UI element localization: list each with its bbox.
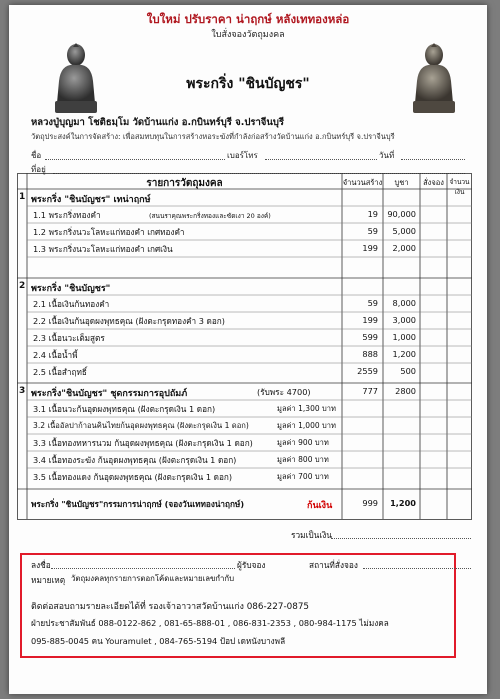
table-row: 2.1 เนื้อเงินก้นทองคำ 59 8,000 xyxy=(33,298,416,309)
section-2-header: 2 พระกริ่ง "ชินบัญชร" xyxy=(19,281,111,294)
place-field[interactable] xyxy=(363,568,471,569)
table-row: 2.3 เนื้อนวะเต็มสูตร 599 1,000 xyxy=(33,332,416,343)
table-row: 3.2 เนื้ออัลปาก้าอนคินไทยก้นอุดผงพุทธคุณ (ฝังตะกรุดเงิน 1 ดอก) มูลค่า 1,000 บาท xyxy=(33,421,336,430)
note-text: วัตถุมงคลทุกรายการตอกโค้ดและหมายเลขกำกับ xyxy=(71,574,235,583)
contact-line-2: ฝ่ายประชาสัมพันธ์ 088-0122-862 , 081-65-888-01 , 086-831-2353 , 080-984-1175 ไม่มงคล xyxy=(31,618,389,628)
header-line2: ใบสั่งจองวัตถุมงคล xyxy=(211,30,285,40)
col-header-amount: จำนวนเงิน xyxy=(449,178,470,196)
page-title: พระกริ่ง "ชินบัญชร" xyxy=(186,76,310,92)
table-row: 3.1 เนื้อนวะก้นอุดผงพุทธคุณ (ฝังตะกรุดเงิน 1 ดอก) มูลค่า 1,300 บาท xyxy=(33,404,336,414)
name-label: ชื่อ xyxy=(31,151,42,160)
contact-line-1: ติดต่อสอบถามรายละเอียดได้ที่ รองเจ้าอาวาสวัดบ้านแก่ง 086-227-0875 xyxy=(31,602,310,612)
table-row: 1.2 พระกริ่งนวะโลหะแก่ทองคำ เกศทองคำ 59 5,000 xyxy=(33,226,416,237)
address-label: ที่อยู่ xyxy=(31,165,46,174)
total-field[interactable] xyxy=(331,538,471,539)
name-field[interactable] xyxy=(45,159,225,160)
place-label: สถานที่สั่งจอง xyxy=(309,560,358,570)
table-row: 3.4 เนื้อทองระฆัง ก้นอุดผงพุทธคุณ (ฝังตะกรุดเงิน 1 ดอก) มูลค่า 800 บาท xyxy=(33,455,329,465)
table-row: 3.5 เนื้อทองแดง ก้นอุดผงพุทธคุณ (ฝังตะกรุดเงิน 1 ดอก) มูลค่า 700 บาท xyxy=(33,472,329,482)
receiver-label: ผู้รับจอง xyxy=(237,560,266,570)
contact-line-3: 095-885-0045 คน Youramulet , 084-765-5194 ป้อป เดหนังบางพลี xyxy=(31,636,286,646)
order-table xyxy=(17,173,472,520)
total-label: รวมเป็นเงิน xyxy=(291,530,332,540)
section-1-header: 1 พระกริ่ง "ชินบัญชร" เทน่าฤกษ์ xyxy=(19,192,151,205)
table-row: 2.5 เนื้อสำฤทธิ์ 2559 500 xyxy=(33,366,416,377)
col-header-qty: จำนวนสร้าง xyxy=(342,178,383,187)
col-header-price: บูชา xyxy=(394,178,409,187)
table-row: 2.2 เนื้อเงินก้นอุดผงพุทธคุณ (ฝังตะกรุดทองคำ 3 ดอก) 199 3,000 xyxy=(33,315,416,326)
temple-name: หลวงปู่บุญมา โชติธมฺโม วัดบ้านแก่ง อ.กบินทร์บุรี จ.ปราจีนบุรี xyxy=(31,117,284,128)
order-form-sheet xyxy=(9,5,487,694)
header-line1: ใบใหม่ ปรับราคา น่าฤกษ์ หลังเททองหล่อ xyxy=(146,12,350,26)
table-row: 1.3 พระกริ่งนวะโลหะแก่ทองคำ เกศเงิน 199 2,000 xyxy=(33,243,416,254)
col-header-order: สั่งจอง xyxy=(423,178,444,187)
note-label: หมายเหตุ xyxy=(31,575,66,585)
phone-label: เบอร์โทร xyxy=(227,151,258,160)
phone-field[interactable] xyxy=(265,159,377,160)
purpose-text: วัตถุประสงค์ในการจัดสร้าง: เพื่อสมทบทุนในการสร้างหอระฆังที่กำลังก่อสร้างวัดบ้านแก่ง อ.กบินทร์บุรี จ.ปราจีนบุรี xyxy=(31,132,395,141)
col-header-items: รายการวัตถุมงคล xyxy=(146,178,223,189)
committee-row: พระกริ่ง "ชินบัญชร"กรรมการน่าฤกษ์ (จองวันเททองน่าฤกษ์) ก้นเงิน 999 1,200 xyxy=(31,498,416,511)
date-label: วันที่ xyxy=(379,151,395,160)
table-row: 2.4 เนื้อน้ำพี้ 888 1,200 xyxy=(33,349,416,360)
sign-field[interactable] xyxy=(51,568,235,569)
table-row: 1.1 พระกริ่งทองคำ (สนนราคุณพระกริ่งทองและซัดเงา 20 องค์) 19 90,000 xyxy=(33,209,416,220)
sign-label: ลงชื่อ xyxy=(31,560,51,570)
date-field[interactable] xyxy=(401,159,465,160)
table-row: 3.3 เนื้อทองทหารนวม ก้นอุดผงพุทธคุณ (ฝังตะกรุดเงิน 1 ดอก) มูลค่า 900 บาท xyxy=(33,438,329,448)
section-3-header: 3 พระกริ่ง"ชินบัญชร" ชุดกรรมการอุปถัมภ์ (รับพระ 4700) 777 2800 xyxy=(19,386,416,399)
